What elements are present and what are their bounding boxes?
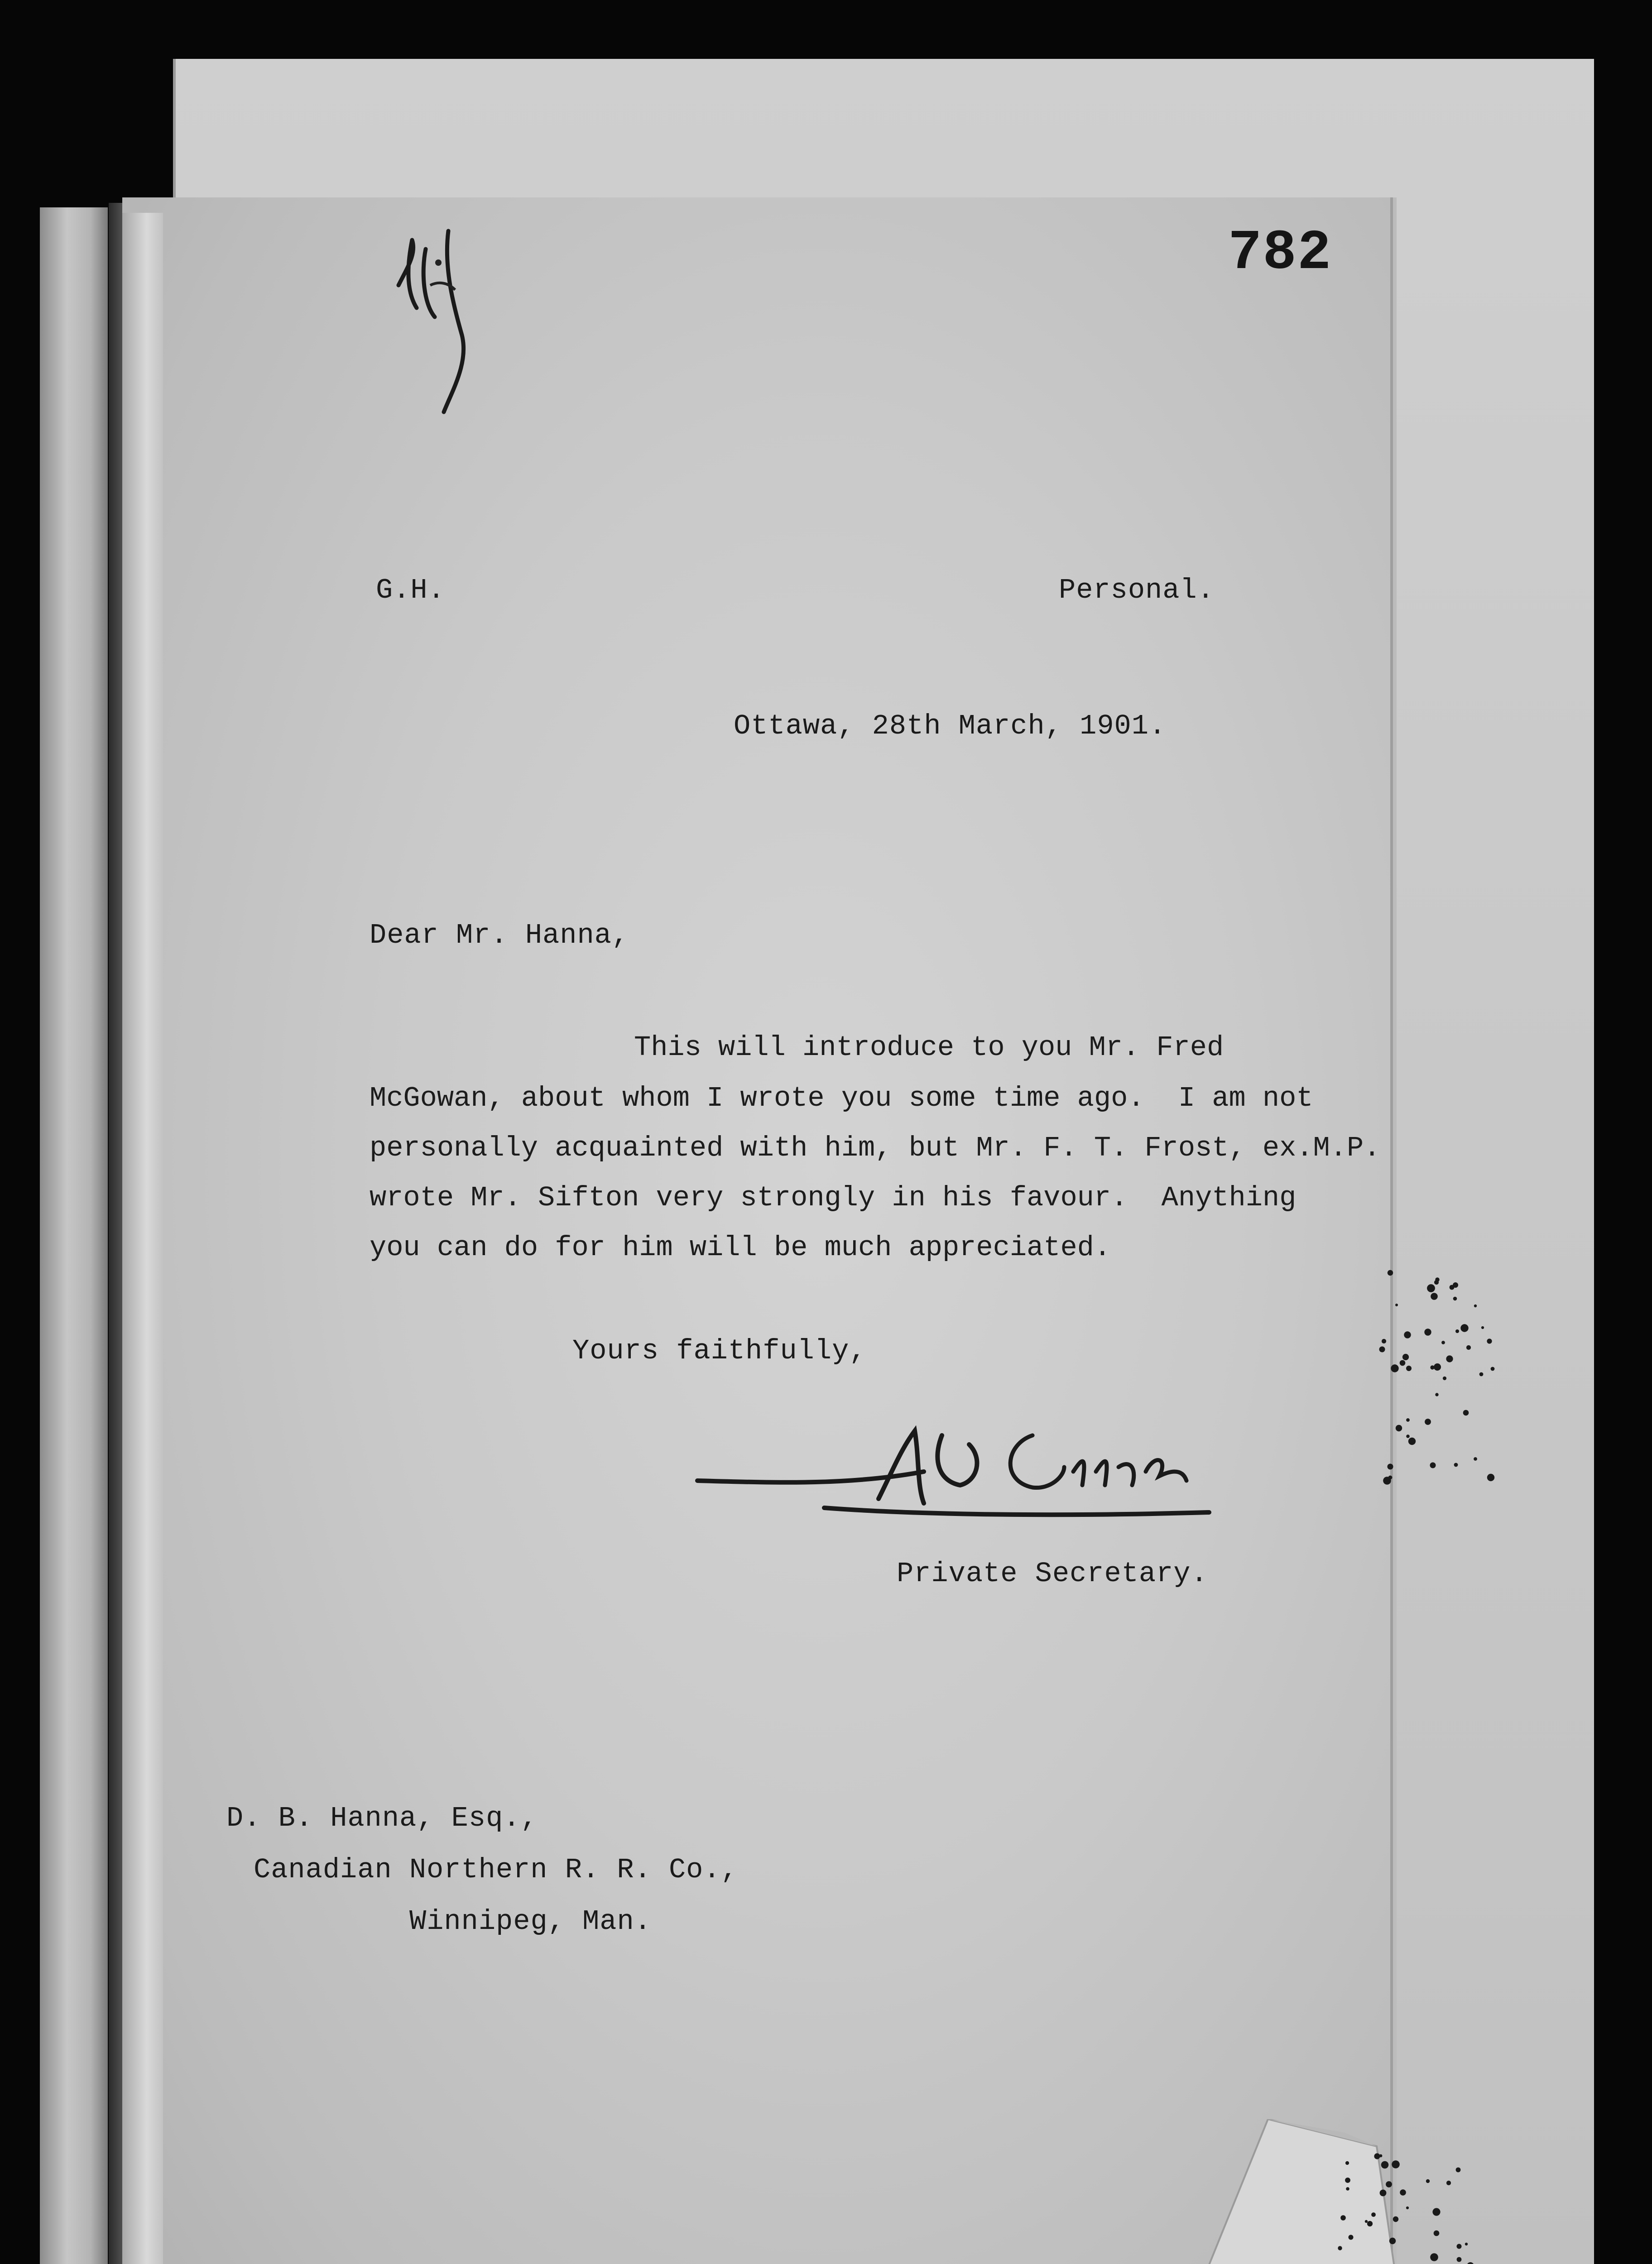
body-line: McGowan, about whom I wrote you some time ago. I am not [370, 1082, 1313, 1114]
signatory-title: Private Secretary. [897, 1558, 1208, 1590]
address-company: Canadian Northern R. R. Co., [254, 1854, 738, 1886]
salutation: Dear Mr. Hanna, [370, 919, 629, 951]
address-name: D. B. Hanna, Esq., [226, 1802, 538, 1834]
body-line: you can do for him will be much appreciated. [370, 1232, 1111, 1264]
page-number: 782 [1228, 222, 1332, 285]
body-line: This will introduce to you Mr. Fred [634, 1031, 1224, 1064]
handwritten-signature [688, 1404, 1232, 1540]
letter-left-edge [122, 213, 163, 2264]
address-city: Winnipeg, Man. [409, 1905, 652, 1938]
header-initials: G.H. [376, 574, 445, 606]
binding-strip [40, 207, 108, 2264]
letter-sheet [122, 197, 1390, 2264]
personal-marking: Personal. [1059, 574, 1215, 606]
body-line: wrote Mr. Sifton very strongly in his favour. Anything [370, 1182, 1297, 1214]
dateline: Ottawa, 28th March, 1901. [734, 710, 1167, 742]
closing: Yours faithfully, [572, 1335, 867, 1367]
body-line: personally acquainted with him, but Mr. F. T. Frost, ex.M.P. [370, 1132, 1381, 1164]
margin-initials-mark [380, 213, 498, 421]
folded-page-corner [1150, 2119, 1404, 2264]
